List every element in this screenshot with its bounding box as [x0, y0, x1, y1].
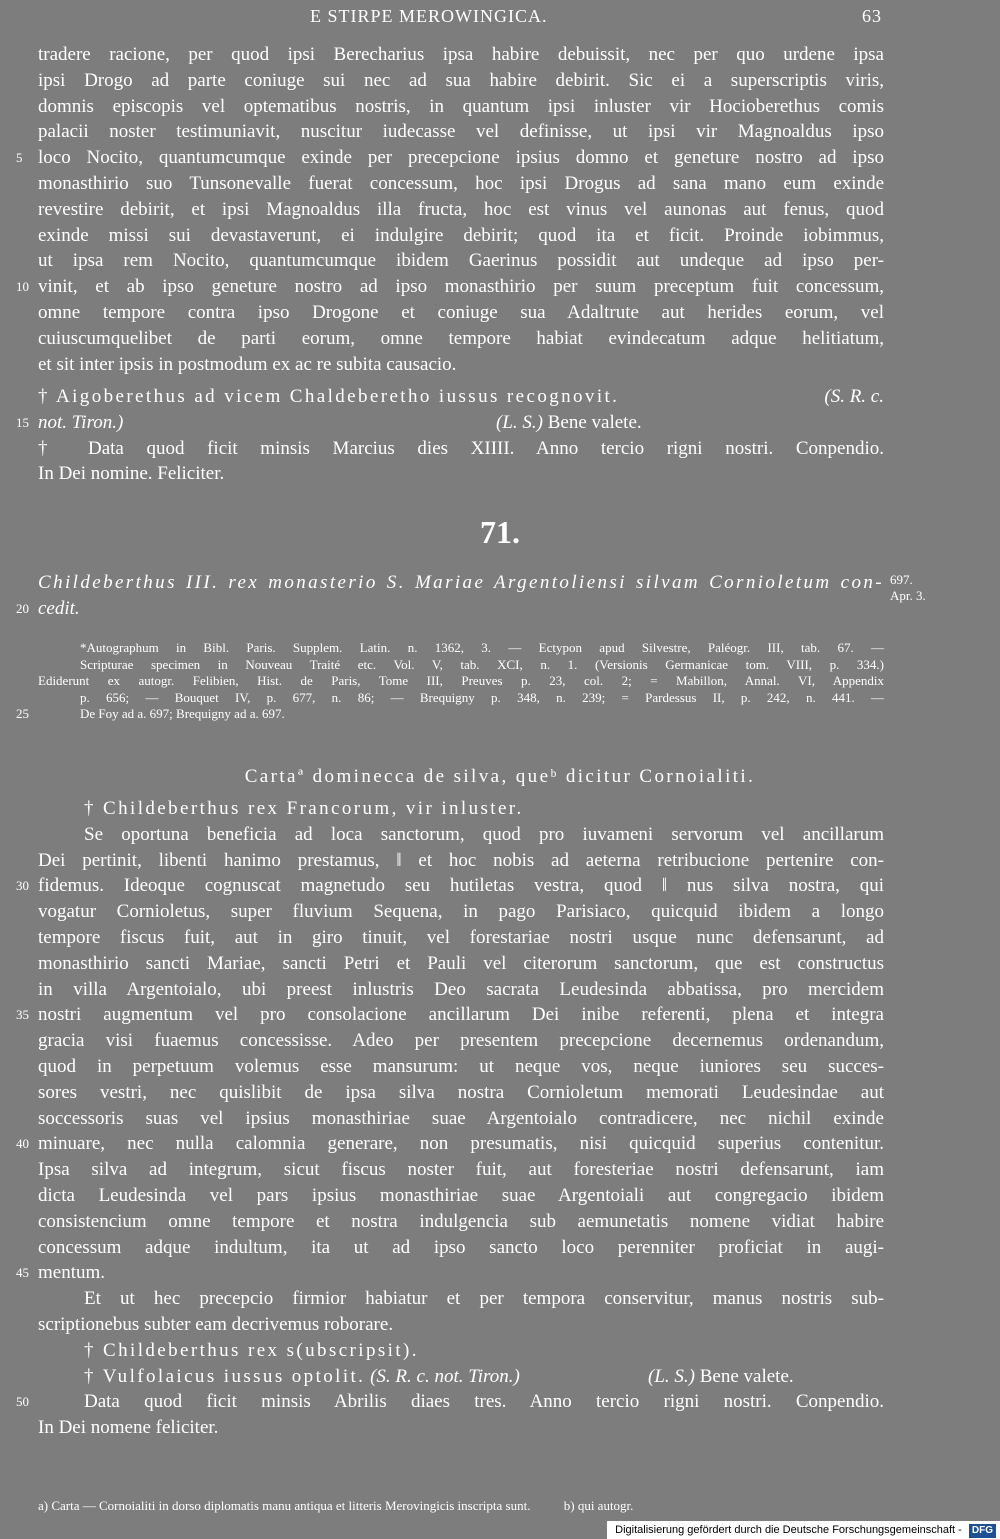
line-text: ipsi Drogo ad parte coniuge sui nec ad sua habire debirit. Sic ei a superscriptis viris, — [38, 69, 884, 91]
charter-title — [0, 766, 1000, 788]
text-line — [38, 1183, 884, 1209]
datum-line: Data quod ficit minsis Abrilis diaes tres. Anno tercio rigni nostri. Conpendio. — [84, 1391, 884, 1413]
line-number: 10 — [16, 279, 29, 295]
note-abbrev-cont: not. Tiron.) — [38, 411, 124, 433]
text-line — [38, 822, 884, 848]
charter-70-text — [16, 42, 884, 377]
charter-title-text: Cartaª dominecca de silva, queᵇ dicitur Cornoialiti. — [244, 766, 756, 787]
line-number: 50 — [16, 1394, 29, 1410]
text-line — [38, 925, 884, 951]
line-text: Et ut hec precepcio firmior habiatur et per tempora conservitur, manus nostris sub- — [84, 1288, 884, 1310]
margin-date — [890, 572, 926, 604]
text-line — [38, 68, 884, 94]
seal-mark: (L. S.) — [496, 411, 543, 433]
line-text: cuiuscumquelibet de parti eorum, omne tempore habiat evindecatum adque helitiatum, — [38, 327, 884, 349]
line-text: consistencium omne tempore et nostra indulgencia sub aemunetatis nomene vidiat habire — [38, 1210, 884, 1232]
line-number: 20 — [16, 600, 29, 616]
line-text: tempore fiscus fuit, aut in giro tinuit, vel forestariae nostri usque nunc defensarunt, ad — [38, 926, 884, 948]
line-text: monasthirio suo Tunsonevalle fuerat concessum, hoc ipsi Drogus ad sana mano eum exinde — [38, 172, 884, 194]
line-text: mentum. — [38, 1262, 106, 1284]
line-text: loco Nocito, quantumcumque exinde per precepcione ipsius domno et geneture nostro ad ipso — [38, 147, 884, 169]
text-line — [38, 248, 884, 274]
line-text: quod in perpetuum volemus esse mansurum: ut neque vos, neque iuniores seu succes- — [38, 1055, 884, 1077]
datum-line: † Data quod ficit minsis Marcius dies XIIII. Anno tercio rigni nostri. Conpendio. — [38, 437, 884, 459]
seal-mark: (L. S.) — [648, 1365, 695, 1387]
line-text: concessum adque indultum, ita ut ad ipso sancto loco perenniter proficiat in augi- — [38, 1236, 884, 1258]
text-line — [38, 1054, 884, 1080]
line-text: p. 656; — Bouquet IV, p. 677, n. 86; — Brequigny p. 348, n. 239; = Pardessus II, p. 242, n. 441. — — [80, 689, 884, 705]
page-number: 63 — [862, 6, 882, 26]
bene-valete: Bene valete. — [547, 411, 642, 433]
text-line — [38, 673, 884, 690]
digitization-credit — [607, 1521, 1000, 1539]
footnote-a: a) Carta — Cornoialiti in dorso diplomatis manu antiqua et litteris Merovingicis inscripta sunt. — [38, 1498, 531, 1513]
charter-70-subscription — [16, 384, 884, 487]
line-text: Se oportuna beneficia ad loca sanctorum, quod pro iuvameni servorum vel ancillarum — [84, 823, 884, 845]
line-text: vinit, et ab ipso geneture nostro ad ipso monasthirio per suum preceptum fuit concessum, — [38, 276, 884, 298]
regest — [16, 570, 884, 622]
line-text: exinde missi sui devastaverunt, ei indulgire debirit; quod ita et ficit. Proinde iobimmus, — [38, 224, 884, 246]
datum-line: In Dei nomene feliciter. — [38, 1417, 219, 1439]
regest-line: cedit. — [38, 597, 80, 619]
line-number: 35 — [16, 1007, 29, 1023]
line-text: Ediderunt ex autogr. Felibien, Hist. de Paris, Tome III, Preuves p. 23, col. 2; = Mabillon, Annal. VI, Appendix — [38, 673, 884, 688]
line-text: fidemus. Ideoque cognuscat magnetudo seu hutiletas vestra, quod ‖ nus silva nostra, qui — [38, 875, 884, 897]
credit-text: Digitalisierung gefördert durch die Deutsche Forschungsgemeinschaft - — [615, 1524, 962, 1536]
charter-71-text — [16, 822, 884, 1338]
bene-valete: Bene valete. — [699, 1365, 794, 1387]
line-text: ut ipsa rem Nocito, quantumcumque ibidem Gaerinus possidit aut undeque ad ipso per- — [38, 250, 884, 272]
text-line — [38, 1235, 884, 1261]
document-number: 71. — [480, 514, 520, 550]
line-number: 15 — [16, 414, 29, 430]
line-text: sores vestri, nec quislibit de ipsa silva nostra Cornioletum memorati Leudesindae aut — [38, 1081, 884, 1103]
text-line — [16, 873, 884, 899]
invocation: † Childeberthus rex Francorum, vir inluster. — [84, 798, 524, 819]
text-line — [38, 1286, 884, 1312]
line-text: *Autographum in Bibl. Paris. Supplem. Latin. n. 1362, 3. — Ectypon apud Silvestre, Paléogr. III, tab. 67. — — [80, 640, 884, 655]
line-number: 30 — [16, 878, 29, 894]
line-text: et sit inter ipsis in postmodum ex ac re subita causacio. — [38, 353, 457, 375]
line-text: De Foy ad a. 697; Brequigny ad a. 697. — [80, 706, 285, 721]
recognition-line: † Aigoberethus ad vicem Chaldeberetho iussus recognovit. — [38, 386, 620, 407]
text-line — [38, 223, 884, 249]
line-text: domnis episcopis vel optematibus nostris, in quantum ipsi inluster vir Hocioberethus comis — [38, 95, 884, 117]
line-text: monasthirio sancti Mariae, sancti Petri et Pauli vel citerorum sanctorum, que est constructus — [38, 952, 884, 974]
footnote-b: b) qui autogr. — [563, 1498, 634, 1513]
text-line — [38, 300, 884, 326]
text-line — [38, 197, 884, 223]
line-text: gracia visi fuaemus concessisse. Adeo per presentem precepcione decernemus ordenandum, — [38, 1030, 884, 1052]
text-line — [16, 1002, 884, 1028]
line-text: in villa Argentoialo, ubi preest inlustris Deo sacrata Leudesinda abbatissa, pro mercidem — [38, 978, 884, 1000]
line-text: Ipsa silva ad integrum, sicut fiscus noster fuit, aut foresteriae nostri defensarunt, iam — [38, 1159, 884, 1181]
line-text: vogatur Cornioletus, super fluvium Sequena, in pago Parisiaco, quicquid ibidem a longo — [38, 901, 884, 923]
text-line — [38, 657, 884, 674]
dfg-logo: DFG — [969, 1524, 996, 1538]
text-line — [38, 640, 884, 657]
margin-year: 697. — [890, 572, 913, 587]
line-number: 40 — [16, 1136, 29, 1152]
charter-71 — [16, 796, 884, 1441]
text-line — [38, 171, 884, 197]
text-line — [38, 1080, 884, 1106]
line-number: 45 — [16, 1265, 29, 1281]
text-line — [16, 1131, 884, 1157]
text-line — [38, 94, 884, 120]
text-line — [38, 690, 884, 707]
source-notes — [16, 640, 884, 723]
text-line — [16, 706, 884, 723]
text-line — [16, 145, 884, 171]
text-line — [38, 1209, 884, 1235]
text-line — [38, 899, 884, 925]
text-line — [38, 1028, 884, 1054]
regest-line: Childeberthus III. rex monasterio S. Mariae Argentoliensi silvam Cornioletum con- — [38, 572, 884, 593]
line-text: dicta Leudesinda vel pars ipsius monasthiriae suae Argentoiali aut congregacio ibidem — [38, 1184, 884, 1206]
text-line — [16, 1260, 884, 1286]
margin-day: Apr. 3. — [890, 588, 926, 603]
text-line — [16, 274, 884, 300]
running-head — [0, 6, 1000, 30]
text-line — [38, 326, 884, 352]
running-head-title: E STIRPE MEROWINGICA. — [310, 6, 548, 26]
line-number: 5 — [16, 150, 23, 166]
text-line — [38, 848, 884, 874]
footnotes — [38, 1498, 884, 1514]
line-text: omne tempore contra ipso Drogone et coniuge sua Adaltrute aut herides eorum, vel — [38, 301, 884, 323]
line-text: minuare, nec nulla calomnia generare, non presumatis, nisi quicquid superius contenitur. — [38, 1133, 884, 1155]
line-text: Scripturae specimen in Nouveau Traité etc. Vol. V, tab. XCI, n. 1. (Versionis Germanicae tom. VIII, p. 334.) — [80, 656, 884, 672]
line-text: tradere racione, per quod ipsi Berecharius ipsa habire debuissit, nec per quo urdene ipsa — [38, 44, 884, 65]
line-text: revestire debirit, et ipsi Magnoaldus illa fructa, hoc est vinus vel aunonas aut fenus, quod — [38, 198, 884, 220]
note-abbrev: (S. R. c. — [824, 386, 884, 407]
note-abbrev: (S. R. c. not. Tiron.) — [370, 1365, 520, 1387]
recognition-line: † Vulfolaicus iussus optolit. — [84, 1365, 366, 1387]
datum-line: In Dei nomine. Feliciter. — [38, 463, 225, 485]
line-text: nostri augmentum vel pro consolacione ancillarum Dei inibe referenti, plena et integra — [38, 1004, 884, 1026]
text-line — [38, 951, 884, 977]
text-line — [38, 42, 884, 68]
royal-subscription: † Childeberthus rex s(ubscripsit). — [84, 1339, 419, 1361]
text-line — [38, 1106, 884, 1132]
line-number: 25 — [16, 706, 29, 721]
text-line — [38, 119, 884, 145]
line-text: scriptionebus subter eam decrivemus roborare. — [38, 1313, 394, 1335]
line-text: soccessoris suas vel ipsius monasthiriae suae Argentoialo contradicere, nec nichil exinde — [38, 1107, 884, 1129]
text-line — [38, 1157, 884, 1183]
text-line — [38, 977, 884, 1003]
text-line — [38, 1312, 884, 1338]
text-line — [38, 352, 884, 378]
line-text: Dei pertinit, libenti hanimo prestamus, ‖ et hoc nobis ad aeterna retribucione pertenire con- — [38, 849, 884, 871]
line-text: palacii noster testimuniavit, nuscitur iudecasse vel definisse, ut ipsi vir Magnoaldus ipso — [38, 121, 884, 143]
